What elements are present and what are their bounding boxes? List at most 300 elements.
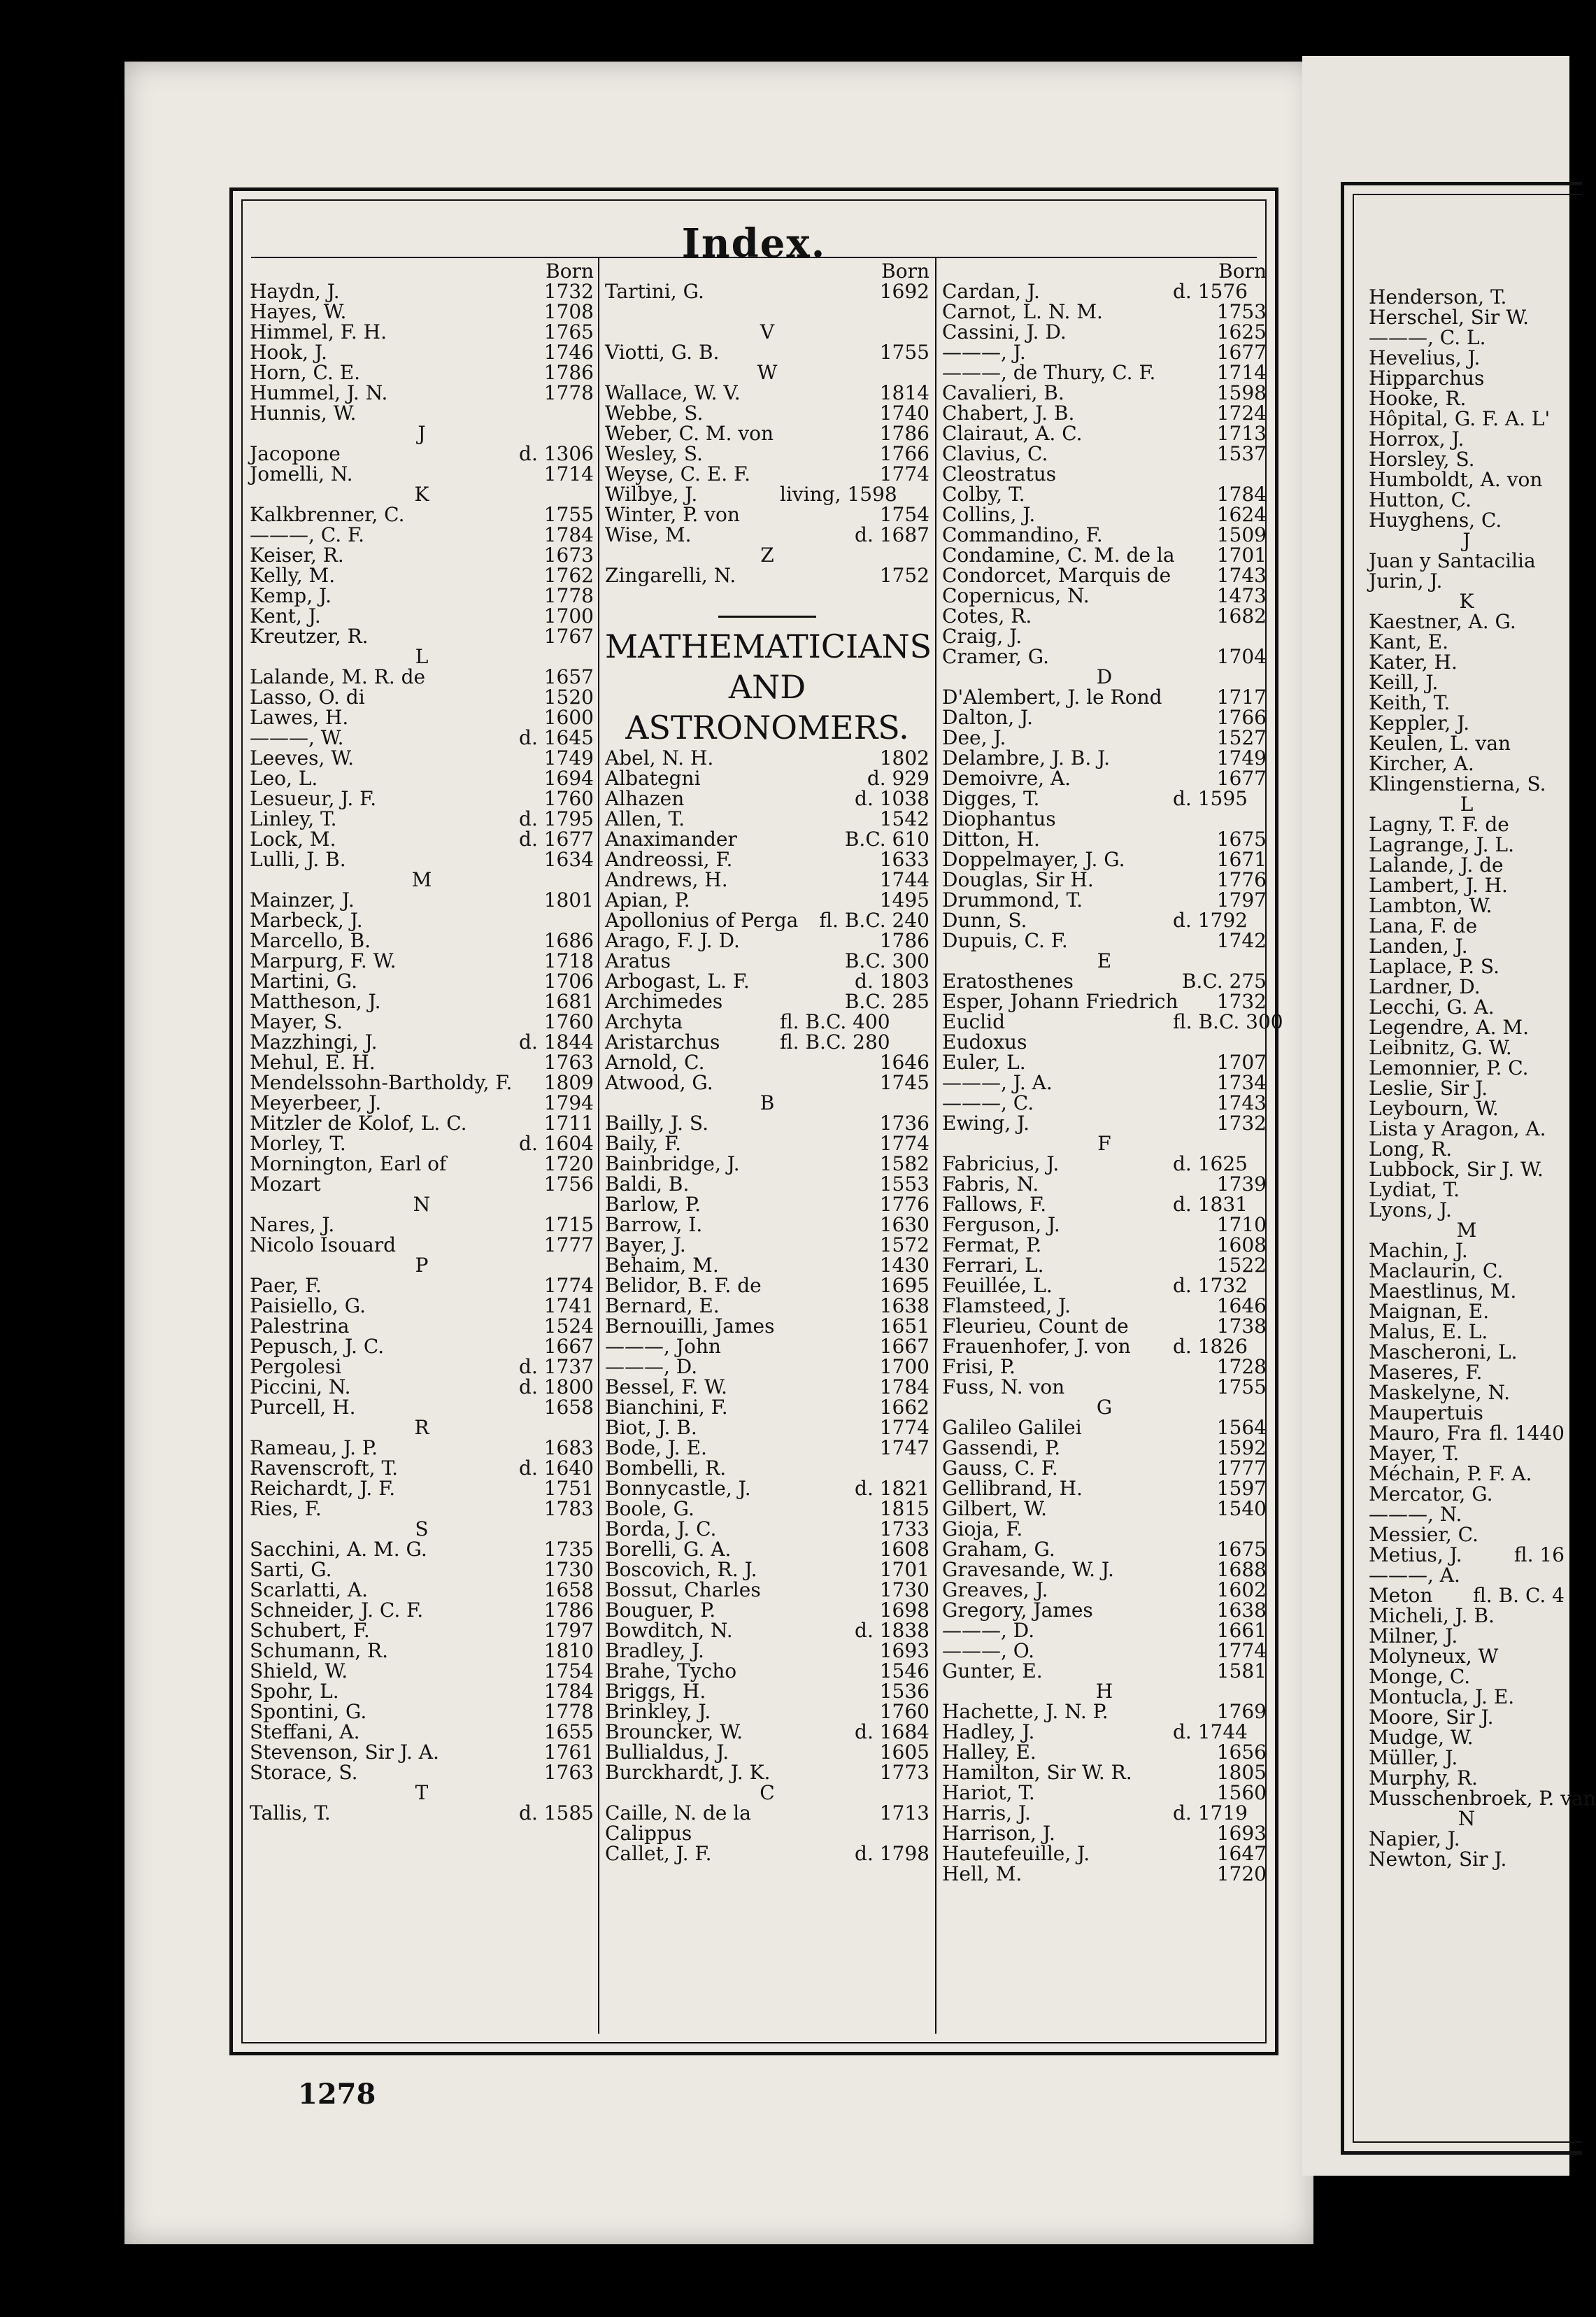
entry-year: 1700	[543, 604, 594, 628]
index-entry	[605, 1600, 929, 1620]
entry-name: Alhazen	[605, 787, 685, 810]
entry-name: Clavius, C.	[942, 442, 1048, 465]
entry-year: 1766	[879, 442, 929, 465]
entry-year: 1647	[1216, 1842, 1267, 1865]
index-entry	[605, 809, 929, 829]
born-header: Born	[881, 260, 929, 283]
entry-name: Brouncker, W.	[605, 1720, 743, 1743]
entry-name: Hariot, T.	[942, 1781, 1035, 1804]
entry-name: Juan y Santacilia	[1369, 549, 1536, 572]
entry-name: Tartini, G.	[605, 280, 704, 303]
entry-year: 1708	[543, 300, 594, 323]
index-entry	[942, 444, 1267, 464]
entry-year: 1715	[543, 1213, 594, 1236]
entry-name: Lista y Aragon, A.	[1369, 1117, 1546, 1140]
entry-name: Arago, F. J. D.	[605, 929, 740, 952]
letter-heading	[250, 870, 594, 890]
entry-year: 1754	[543, 1659, 594, 1682]
index-entry	[942, 1843, 1267, 1864]
entry-name: Piccini, N.	[250, 1375, 351, 1398]
entry-name: Gunter, E.	[942, 1659, 1043, 1682]
index-entry	[1369, 1403, 1565, 1423]
entry-name: Bonnycastle, J.	[605, 1477, 751, 1500]
index-entry	[605, 525, 929, 545]
entry-name: Copernicus, N.	[942, 584, 1090, 607]
entry-year: 1736	[879, 1112, 929, 1135]
index-entry	[250, 1174, 594, 1194]
index-entry	[250, 1113, 594, 1133]
entry-year: 1797	[543, 1619, 594, 1642]
entry-name: Reichardt, J. F.	[250, 1477, 396, 1500]
index-entry	[605, 870, 929, 890]
entry-name: Bainbridge, J.	[605, 1152, 740, 1175]
index-entry	[1369, 1829, 1565, 1849]
entry-name: Fallows, F.	[942, 1193, 1047, 1216]
entry-name: Archimedes	[605, 990, 723, 1013]
entry-name: Stevenson, Sir J. A.	[250, 1741, 439, 1764]
index-entry	[1369, 287, 1565, 307]
entry-name: Kircher, A.	[1369, 752, 1474, 775]
entry-name: Lagny, T. F. de	[1369, 813, 1509, 836]
entry-name: Musschenbroek, P. van	[1369, 1787, 1596, 1810]
entry-name: Hachette, J. N. P.	[942, 1700, 1109, 1723]
index-entry	[1369, 1078, 1565, 1098]
index-entry	[1369, 1281, 1565, 1301]
page-title: Index.	[681, 220, 827, 267]
index-entry	[250, 302, 594, 322]
entry-note: d. 1595	[1173, 787, 1248, 810]
entry-name: ———, C.	[942, 1091, 1034, 1114]
entry-name: Steffani, A.	[250, 1720, 360, 1743]
entry-name: Jacopone	[250, 442, 341, 465]
entry-year: d. 1306	[519, 442, 594, 465]
entry-name: Spohr, L.	[250, 1680, 339, 1703]
entry-name: Cotes, R.	[942, 604, 1032, 628]
entry-year: 1784	[543, 1680, 594, 1703]
entry-name: Borelli, G. A.	[605, 1538, 732, 1561]
entry-year: 1430	[879, 1254, 929, 1277]
index-entry	[605, 849, 929, 870]
index-entry	[942, 464, 1267, 484]
entry-name: Lesueur, J. F.	[250, 787, 377, 810]
entry-year: 1755	[879, 341, 929, 364]
entry-year: 1786	[879, 422, 929, 445]
entry-year: 1778	[543, 381, 594, 404]
entry-name: Cavalieri, B.	[942, 381, 1064, 404]
entry-year: 1638	[879, 1294, 929, 1317]
index-entry	[1369, 875, 1565, 895]
index-entry	[1369, 469, 1565, 490]
index-entry	[942, 362, 1267, 383]
entry-name: Lubbock, Sir J. W.	[1369, 1158, 1544, 1181]
index-entry	[1369, 713, 1565, 733]
index-entry	[942, 586, 1267, 606]
entry-name: Frisi, P.	[942, 1355, 1016, 1378]
index-entry	[605, 342, 929, 362]
section-heading: ASTRONOMERS.	[625, 709, 909, 746]
index-entry	[942, 1803, 1267, 1823]
index-entry	[942, 1316, 1267, 1336]
entry-year: 1694	[543, 767, 594, 790]
entry-name: Bouguer, P.	[605, 1599, 716, 1622]
index-entry	[605, 1742, 929, 1762]
index-entry	[942, 626, 1267, 646]
index-entry	[1369, 1119, 1565, 1139]
entry-name: Kreutzer, R.	[250, 625, 369, 648]
entry-note: d. 1792	[1173, 909, 1248, 932]
entry-year: 1732	[543, 280, 594, 303]
entry-name: Wise, M.	[605, 523, 692, 546]
entry-year: 1710	[1216, 1213, 1267, 1236]
entry-year: 1682	[1216, 604, 1267, 628]
entry-name: Lambert, J. H.	[1369, 874, 1508, 897]
index-entry	[1369, 733, 1565, 753]
entry-year: 1724	[1216, 402, 1267, 425]
index-entry	[250, 951, 594, 971]
entry-year: 1784	[543, 523, 594, 546]
index-entry	[942, 1600, 1267, 1620]
letter-heading	[250, 423, 594, 444]
entry-name: Molyneux, W	[1369, 1645, 1499, 1668]
entry-name: Dalton, J.	[942, 706, 1033, 729]
index-entry	[605, 444, 929, 464]
entry-name: Linley, T.	[250, 807, 337, 830]
index-entry	[942, 1255, 1267, 1275]
index-entry	[942, 1458, 1267, 1478]
index-entry	[942, 1823, 1267, 1843]
index-entry	[1369, 632, 1565, 652]
letter-heading	[250, 1255, 594, 1275]
entry-year: d. 1821	[855, 1477, 929, 1500]
letter-label: W	[757, 361, 778, 384]
entry-year: d. 929	[867, 767, 929, 790]
entry-name: Horrox, J.	[1369, 427, 1465, 451]
entry-year: 1582	[879, 1152, 929, 1175]
entry-name: ———, D.	[605, 1355, 698, 1378]
entry-name: Halley, E.	[942, 1741, 1036, 1764]
index-entry	[250, 1641, 594, 1661]
index-entry	[250, 1052, 594, 1072]
index-entry	[250, 1681, 594, 1701]
entry-year: 1701	[1216, 544, 1267, 567]
entry-name: Gauss, C. F.	[942, 1457, 1058, 1480]
index-entry	[605, 829, 929, 849]
entry-name: Hummel, J. N.	[250, 381, 388, 404]
entry-year: 1745	[879, 1071, 929, 1094]
entry-year: 1675	[1216, 828, 1267, 851]
index-entry	[1369, 814, 1565, 835]
index-entry	[1369, 307, 1565, 327]
index-entry	[942, 1539, 1267, 1559]
entry-year: 1784	[1216, 483, 1267, 506]
entry-name: Mitzler de Kolof, L. C.	[250, 1112, 467, 1135]
entry-name: Mascheroni, L.	[1369, 1340, 1518, 1363]
index-entry	[250, 403, 594, 423]
entry-year: 1810	[543, 1639, 594, 1662]
entry-name: Schneider, J. C. F.	[250, 1599, 424, 1622]
index-entry	[1369, 1301, 1565, 1322]
entry-name: Carnot, L. N. M.	[942, 300, 1103, 323]
entry-name: Cramer, G.	[942, 645, 1050, 668]
index-entry	[942, 1214, 1267, 1235]
column-header	[605, 261, 929, 281]
letter-heading	[605, 322, 929, 342]
entry-year: 1797	[1216, 888, 1267, 912]
entry-name: Kant, E.	[1369, 630, 1449, 653]
entry-note: d. 1719	[1173, 1801, 1248, 1824]
entry-year: d. 1038	[855, 787, 929, 810]
entry-name: Meton	[1369, 1584, 1433, 1607]
facing-page	[1302, 56, 1596, 2176]
entry-name: Wallace, W. V.	[605, 381, 741, 404]
entry-name: Ferrari, L.	[942, 1254, 1044, 1277]
entry-year: 1522	[1216, 1254, 1267, 1277]
entry-name: Wilbye, J.	[605, 483, 698, 506]
entry-name: Kelly, M.	[250, 564, 336, 587]
index-entry	[605, 1377, 929, 1397]
index-entry	[942, 504, 1267, 525]
index-entry	[605, 1519, 929, 1539]
index-entry	[250, 1559, 594, 1580]
entry-name: Keill, J.	[1369, 671, 1439, 694]
entry-year: 1720	[1216, 1862, 1267, 1885]
letter-heading	[605, 545, 929, 565]
index-entry	[942, 707, 1267, 728]
entry-year: 1765	[543, 320, 594, 343]
entry-name: Leeves, W.	[250, 746, 355, 770]
index-entry	[942, 1417, 1267, 1438]
entry-year: 1732	[1216, 1112, 1267, 1135]
entry-name: Bombelli, R.	[605, 1457, 727, 1480]
index-entry	[605, 565, 929, 586]
index-entry	[1369, 652, 1565, 672]
entry-name: Maclaurin, C.	[1369, 1259, 1504, 1282]
index-entry	[250, 565, 594, 586]
index-entry	[942, 1559, 1267, 1580]
entry-year: 1784	[879, 1375, 929, 1398]
entry-year: 1762	[543, 564, 594, 587]
entry-name: Lecchi, G. A.	[1369, 995, 1495, 1019]
entry-name: ———, O.	[942, 1639, 1035, 1662]
index-entry	[605, 1316, 929, 1336]
index-entry	[1369, 1585, 1565, 1606]
entry-name: Kalkbrenner, C.	[250, 503, 405, 526]
index-entry	[942, 1072, 1267, 1093]
entry-name: Hutton, C.	[1369, 488, 1472, 511]
index-entry	[942, 728, 1267, 748]
index-entry	[250, 1458, 594, 1478]
entry-name: Ravenscroft, T.	[250, 1457, 399, 1480]
entry-name: Monge, C.	[1369, 1665, 1471, 1688]
index-entry	[1369, 997, 1565, 1017]
letter-label: P	[415, 1254, 429, 1277]
entry-year: 1661	[1216, 1619, 1267, 1642]
entry-year: 1786	[543, 1599, 594, 1622]
entry-year: 1546	[879, 1659, 929, 1682]
entry-name: Hevelius, J.	[1369, 346, 1481, 369]
entry-year: B.C. 275	[1181, 970, 1267, 993]
index-entry	[250, 1397, 594, 1417]
entry-name: Sarti, G.	[250, 1558, 332, 1581]
index-entry	[942, 322, 1267, 342]
index-entry	[942, 1864, 1267, 1884]
index-entry	[942, 1722, 1267, 1742]
index-entry	[250, 707, 594, 728]
entry-name: Hell, M.	[942, 1862, 1023, 1885]
entry-year: 1783	[543, 1497, 594, 1520]
entry-name: Lana, F. de	[1369, 914, 1478, 937]
entry-name: Leibnitz, G. W.	[1369, 1036, 1512, 1059]
entry-name: Ewing, J.	[942, 1112, 1030, 1135]
index-entry	[1369, 1484, 1565, 1504]
index-entry	[250, 1154, 594, 1174]
entry-year: 1520	[543, 686, 594, 709]
entry-name: Ferguson, J.	[942, 1213, 1060, 1236]
entry-name: Marbeck, J.	[250, 909, 363, 932]
entry-name: Dee, J.	[942, 726, 1006, 749]
entry-year: 1693	[1216, 1822, 1267, 1845]
entry-name: Wesley, S.	[605, 442, 703, 465]
entry-year: 1646	[879, 1051, 929, 1074]
entry-year: 1658	[543, 1396, 594, 1419]
entry-name: Mazzhingi, J.	[250, 1030, 378, 1054]
entry-year: 1698	[879, 1599, 929, 1622]
entry-name: Harris, J.	[942, 1801, 1031, 1824]
index-entry	[605, 1255, 929, 1275]
index-entry	[250, 1296, 594, 1316]
entry-name: Jurin, J.	[1369, 569, 1443, 593]
entry-year: 1760	[543, 787, 594, 810]
index-frame	[229, 187, 1283, 2055]
entry-name: Fabris, N.	[942, 1172, 1039, 1196]
facing-page-column	[1369, 285, 1596, 1871]
entry-name: Henderson, T.	[1369, 285, 1507, 309]
entry-name: Mozart	[250, 1172, 321, 1196]
index-entry	[1369, 1787, 1596, 1810]
index-entry	[605, 951, 929, 971]
index-entry	[942, 1498, 1267, 1519]
entry-name: ———, N.	[1369, 1503, 1462, 1526]
index-entry	[942, 342, 1267, 362]
index-entry	[942, 1032, 1267, 1052]
index-entry	[250, 991, 594, 1012]
letter-heading	[250, 1519, 594, 1539]
entry-name: Lydiat, T.	[1369, 1178, 1460, 1201]
index-entry	[250, 971, 594, 991]
letter-heading	[1369, 1808, 1565, 1829]
entry-year: 1537	[1216, 442, 1267, 465]
index-entry	[1369, 490, 1565, 510]
entry-year: 1527	[1216, 726, 1267, 749]
entry-name: Mayer, S.	[250, 1010, 343, 1033]
entry-name: Condorcet, Marquis de	[942, 564, 1171, 587]
entry-year: 1766	[1216, 706, 1267, 729]
index-entry	[1369, 1423, 1565, 1443]
entry-year: 1742	[1216, 929, 1267, 952]
entry-year: 1608	[879, 1538, 929, 1561]
entry-year: d. 1737	[519, 1355, 594, 1378]
index-entry	[250, 342, 594, 362]
entry-name: Biot, J. B.	[605, 1416, 697, 1439]
index-entry	[942, 1010, 1283, 1033]
entry-name: Ries, F.	[250, 1497, 322, 1520]
entry-year: 1774	[879, 1416, 929, 1439]
index-entry	[605, 1032, 929, 1052]
index-entry	[1369, 368, 1565, 388]
entry-year: 1700	[879, 1355, 929, 1378]
entry-name: Diophantus	[942, 807, 1056, 830]
entry-year: 1473	[1216, 584, 1267, 607]
letter-heading	[1369, 794, 1565, 814]
entry-name: Lyons, J.	[1369, 1198, 1452, 1221]
index-entry	[1369, 1362, 1565, 1382]
index-entry	[605, 768, 929, 788]
index-entry	[250, 464, 594, 484]
entry-name: Albategni	[605, 767, 701, 790]
entry-year: 1701	[879, 1558, 929, 1581]
entry-name: Abel, N. H.	[605, 746, 714, 770]
entry-name: Atwood, G.	[605, 1071, 713, 1094]
index-entry	[1369, 1646, 1565, 1666]
entry-year: 1756	[543, 1172, 594, 1196]
index-entry	[250, 728, 594, 748]
letter-heading	[1369, 530, 1565, 551]
entry-year: 1776	[879, 1193, 929, 1216]
entry-year: d. 1684	[855, 1720, 929, 1743]
entry-name: Belidor, B. F. de	[605, 1274, 762, 1297]
letter-heading	[1369, 591, 1565, 611]
entry-year: 1625	[1216, 320, 1267, 343]
index-entry	[250, 1722, 594, 1742]
entry-name: Shield, W.	[250, 1659, 348, 1682]
letter-heading	[1369, 1220, 1565, 1240]
entry-year: 1735	[543, 1538, 594, 1561]
entry-name: Euler, L.	[942, 1051, 1026, 1074]
letter-label: N	[413, 1193, 431, 1216]
entry-name: Tallis, T.	[250, 1801, 331, 1824]
entry-year: 1673	[543, 544, 594, 567]
index-entry	[942, 1194, 1267, 1214]
index-entry	[942, 1661, 1267, 1681]
entry-year: 1773	[879, 1761, 929, 1784]
entry-year: 1688	[1216, 1558, 1267, 1581]
entry-year: 1743	[1216, 1091, 1267, 1114]
index-entry	[605, 1174, 929, 1194]
entry-name: ———, W.	[250, 726, 344, 749]
index-entry	[250, 1032, 594, 1052]
entry-name: Anaximander	[605, 828, 737, 851]
entry-name: Leslie, Sir J.	[1369, 1077, 1488, 1100]
entry-name: Craig, J.	[942, 625, 1023, 648]
entry-name: Barlow, P.	[605, 1193, 701, 1216]
entry-year: 1564	[1216, 1416, 1267, 1439]
entry-name: Haydn, J.	[250, 280, 340, 303]
index-entry	[1369, 327, 1565, 348]
entry-name: Frauenhofer, J. von	[942, 1335, 1131, 1358]
entry-note: d. 1744	[1173, 1720, 1248, 1743]
entry-note: fl. B.C. 400	[780, 1010, 890, 1033]
entry-name: Commandino, F.	[942, 523, 1103, 546]
entry-name: Harrison, J.	[942, 1822, 1055, 1845]
entry-year: 1667	[879, 1335, 929, 1358]
letter-label: K	[1459, 590, 1474, 613]
index-entry	[1369, 510, 1565, 530]
index-entry	[1369, 956, 1565, 977]
index-entry	[605, 910, 929, 930]
entry-year: d. 1838	[855, 1619, 929, 1642]
entry-year: 1769	[1216, 1700, 1267, 1723]
entry-year: 1767	[543, 625, 594, 648]
